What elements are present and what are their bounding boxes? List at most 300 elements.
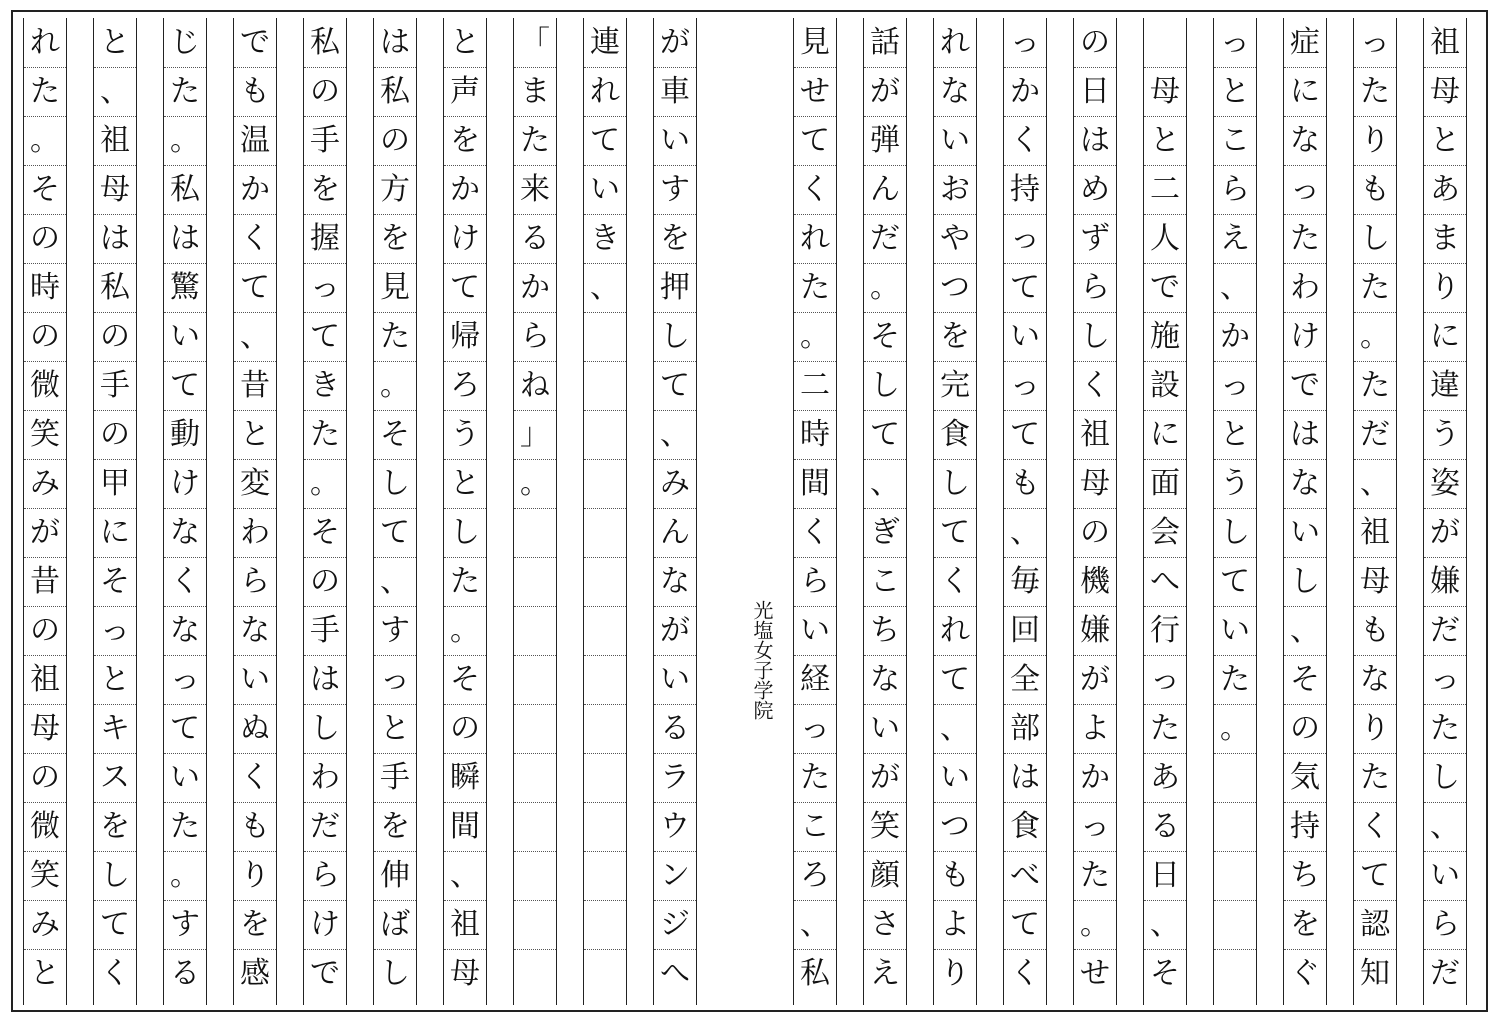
manuscript-cell: 車 (654, 67, 696, 116)
manuscript-cell: た (1354, 67, 1396, 116)
manuscript-cell: ら (234, 557, 276, 606)
manuscript-cell: い (1004, 312, 1046, 361)
manuscript-cell: ぎ (864, 508, 906, 557)
manuscript-cell: て (444, 263, 486, 312)
manuscript-cell: を (654, 214, 696, 263)
manuscript-cell: 間 (444, 802, 486, 851)
manuscript-cell (514, 655, 556, 704)
manuscript-cell: 祖 (444, 900, 486, 949)
manuscript-cell: 経 (794, 655, 836, 704)
manuscript-cell: と (24, 949, 66, 998)
manuscript-cell: を (94, 802, 136, 851)
manuscript-cell: ら (1214, 165, 1256, 214)
manuscript-cell: 、 (794, 900, 836, 949)
manuscript-cell: 認 (1354, 900, 1396, 949)
manuscript-cell (584, 753, 626, 802)
manuscript-cell: 部 (1004, 704, 1046, 753)
manuscript-cell: そ (374, 410, 416, 459)
manuscript-cell: つ (934, 263, 976, 312)
manuscript-cell (514, 949, 556, 998)
manuscript-cell: そ (24, 165, 66, 214)
manuscript-cell: と (100, 24, 130, 60)
manuscript-cell: ち (864, 606, 906, 655)
manuscript-cell: し (1354, 214, 1396, 263)
manuscript-cell: て (584, 116, 626, 165)
manuscript-cell: な (164, 508, 206, 557)
manuscript-cell: 声 (444, 67, 486, 116)
manuscript-cell: 。 (1214, 704, 1256, 753)
manuscript-column (583, 18, 627, 1005)
manuscript-cell: て (654, 361, 696, 410)
manuscript-cell: こ (864, 557, 906, 606)
manuscript-cell: ン (654, 851, 696, 900)
manuscript-cell: キ (94, 704, 136, 753)
manuscript-cell: に (1144, 410, 1186, 459)
manuscript-cell: 祖 (1074, 410, 1116, 459)
manuscript-cell: 姿 (1424, 459, 1466, 508)
manuscript-cell: 、 (1004, 508, 1046, 557)
manuscript-cell: い (584, 165, 626, 214)
manuscript-cell: も (934, 851, 976, 900)
manuscript-cell: 、 (374, 557, 416, 606)
manuscript-cell: し (304, 704, 346, 753)
manuscript-cell: と (374, 704, 416, 753)
manuscript-cell: 私 (164, 165, 206, 214)
manuscript-cell: だ (1354, 410, 1396, 459)
manuscript-cell: 完 (934, 361, 976, 410)
manuscript-cell: の (444, 704, 486, 753)
manuscript-cell: ウ (654, 802, 696, 851)
manuscript-cell: っ (1424, 655, 1466, 704)
manuscript-cell: た (1214, 655, 1256, 704)
manuscript-cell: 、 (94, 67, 136, 116)
manuscript-cell: 母 (1144, 67, 1186, 116)
manuscript-cell: 祖 (1354, 508, 1396, 557)
manuscript-cell: い (234, 655, 276, 704)
manuscript-cell: 母 (1424, 67, 1466, 116)
manuscript-cell: 、 (1354, 459, 1396, 508)
manuscript-cell: た (24, 67, 66, 116)
manuscript-cell: が (660, 24, 690, 60)
manuscript-cell: は (1074, 116, 1116, 165)
manuscript-cell (514, 753, 556, 802)
manuscript-cell: こ (1214, 116, 1256, 165)
manuscript-cell: な (234, 606, 276, 655)
manuscript-column (793, 18, 837, 1005)
manuscript-cell: だ (1424, 949, 1466, 998)
manuscript-cell (584, 410, 626, 459)
manuscript-cell: の (24, 606, 66, 655)
manuscript-cell: っ (794, 704, 836, 753)
manuscript-cell: て (304, 312, 346, 361)
manuscript-cell: そ (94, 557, 136, 606)
manuscript-cell: い (164, 753, 206, 802)
manuscript-column (303, 18, 347, 1005)
manuscript-cell: 温 (234, 116, 276, 165)
manuscript-cell: の (1074, 508, 1116, 557)
manuscript-cell: ち (1284, 851, 1326, 900)
manuscript-cell: た (514, 116, 556, 165)
manuscript-cell (514, 851, 556, 900)
manuscript-cell: な (864, 655, 906, 704)
manuscript-cell: 母 (24, 704, 66, 753)
manuscript-cell: く (794, 508, 836, 557)
manuscript-cell: ぬ (234, 704, 276, 753)
manuscript-cell: し (374, 949, 416, 998)
manuscript-cell: み (654, 459, 696, 508)
manuscript-cell: た (1354, 753, 1396, 802)
manuscript-cell (1214, 949, 1256, 998)
manuscript-cell: 押 (654, 263, 696, 312)
manuscript-cell: が (24, 508, 66, 557)
manuscript-cell: も (234, 802, 276, 851)
manuscript-cell: 顔 (864, 851, 906, 900)
manuscript-cell: 時 (794, 410, 836, 459)
manuscript-cell: く (234, 214, 276, 263)
manuscript-cell: 、 (234, 312, 276, 361)
manuscript-cell: ジ (654, 900, 696, 949)
manuscript-cell: す (374, 606, 416, 655)
manuscript-cell: っ (1144, 655, 1186, 704)
manuscript-cell: 時 (24, 263, 66, 312)
manuscript-cell (514, 557, 556, 606)
manuscript-cell: っ (1284, 165, 1326, 214)
manuscript-cell: 笑 (864, 802, 906, 851)
manuscript-cell: 伸 (374, 851, 416, 900)
manuscript-cell: た (374, 312, 416, 361)
manuscript-column (863, 18, 907, 1005)
manuscript-cell: い (654, 116, 696, 165)
manuscript-cell: 面 (1144, 459, 1186, 508)
manuscript-cell: 持 (1004, 165, 1046, 214)
manuscript-cell: 毎 (1004, 557, 1046, 606)
manuscript-cell: ら (1074, 263, 1116, 312)
manuscript-cell: っ (1074, 802, 1116, 851)
manuscript-cell: ま (1424, 214, 1466, 263)
manuscript-cell: の (1284, 704, 1326, 753)
manuscript-cell: て (234, 263, 276, 312)
manuscript-cell: く (1004, 116, 1046, 165)
manuscript-cell: り (1424, 263, 1466, 312)
manuscript-column (933, 18, 977, 1005)
manuscript-cell: な (1284, 116, 1326, 165)
manuscript-cell: べ (1004, 851, 1046, 900)
manuscript-cell: は (164, 214, 206, 263)
manuscript-cell: 持 (1284, 802, 1326, 851)
manuscript-cell: は (1004, 753, 1046, 802)
manuscript-cell: っ (304, 263, 346, 312)
manuscript-cell: 手 (304, 116, 346, 165)
manuscript-cell (1214, 900, 1256, 949)
manuscript-cell: く (1354, 802, 1396, 851)
manuscript-cell: よ (934, 900, 976, 949)
manuscript-cell: 瞬 (444, 753, 486, 802)
manuscript-cell: わ (1284, 263, 1326, 312)
manuscript-cell: き (584, 214, 626, 263)
manuscript-cell: そ (444, 655, 486, 704)
manuscript-cell: も (1354, 606, 1396, 655)
manuscript-cell: て (374, 508, 416, 557)
manuscript-cell: た (1354, 263, 1396, 312)
manuscript-cell: た (304, 410, 346, 459)
manuscript-cell: た (164, 802, 206, 851)
manuscript-cell: っ (1004, 214, 1046, 263)
manuscript-cell: 知 (1354, 949, 1396, 998)
manuscript-cell: 私 (374, 67, 416, 116)
manuscript-cell: な (654, 557, 696, 606)
manuscript-cell: だ (304, 802, 346, 851)
manuscript-cell: れ (934, 606, 976, 655)
manuscript-cell: 手 (304, 606, 346, 655)
manuscript-cell: 機 (1074, 557, 1116, 606)
manuscript-cell: あ (1144, 753, 1186, 802)
manuscript-cell: わ (234, 508, 276, 557)
manuscript-cell: て (934, 508, 976, 557)
manuscript-column (93, 18, 137, 1005)
manuscript-cell: 昔 (24, 557, 66, 606)
manuscript-cell: せ (794, 67, 836, 116)
manuscript-cell: よ (1074, 704, 1116, 753)
manuscript-cell: し (864, 361, 906, 410)
manuscript-column (1143, 18, 1187, 1005)
manuscript-cell: え (864, 949, 906, 998)
manuscript-cell: 。 (304, 459, 346, 508)
manuscript-cell: り (1354, 704, 1396, 753)
manuscript-cell: わ (304, 753, 346, 802)
manuscript-cell: て (1004, 900, 1046, 949)
manuscript-cell: 、 (934, 704, 976, 753)
manuscript-cell: を (374, 214, 416, 263)
manuscript-cell: 、 (1214, 263, 1256, 312)
manuscript-cell: ぐ (1284, 949, 1326, 998)
manuscript-cell: 連 (590, 24, 620, 60)
manuscript-cell: が (864, 67, 906, 116)
manuscript-cell: 帰 (444, 312, 486, 361)
manuscript-cell: て (864, 410, 906, 459)
manuscript-cell: を (934, 312, 976, 361)
manuscript-cell: い (934, 753, 976, 802)
manuscript-cell: っ (94, 606, 136, 655)
manuscript-cell: 甲 (94, 459, 136, 508)
manuscript-cell: と (444, 459, 486, 508)
manuscript-cell: が (1424, 508, 1466, 557)
manuscript-cell (584, 557, 626, 606)
manuscript-column (1353, 18, 1397, 1005)
manuscript-cell: う (1214, 459, 1256, 508)
manuscript-cell: 手 (374, 753, 416, 802)
manuscript-cell: ば (374, 900, 416, 949)
manuscript-cell: 驚 (164, 263, 206, 312)
manuscript-cell: い (164, 312, 206, 361)
manuscript-cell: て (1214, 557, 1256, 606)
manuscript-cell: や (934, 214, 976, 263)
manuscript-cell: し (1284, 557, 1326, 606)
manuscript-cell: 設 (1144, 361, 1186, 410)
manuscript-cell: な (1284, 459, 1326, 508)
manuscript-cell: せ (1074, 949, 1116, 998)
manuscript-cell: た (1144, 704, 1186, 753)
manuscript-cell: 見 (374, 263, 416, 312)
manuscript-column (233, 18, 277, 1005)
manuscript-cell: の (94, 312, 136, 361)
manuscript-cell: っ (164, 655, 206, 704)
manuscript-cell: な (164, 606, 206, 655)
manuscript-cell (1214, 753, 1256, 802)
manuscript-cell: だ (1424, 606, 1466, 655)
manuscript-cell: ろ (794, 851, 836, 900)
manuscript-cell: 。 (374, 361, 416, 410)
manuscript-cell: 微 (24, 361, 66, 410)
manuscript-cell: 母 (444, 949, 486, 998)
manuscript-cell: の (374, 116, 416, 165)
manuscript-cell: が (1074, 655, 1116, 704)
manuscript-cell: っ (1010, 24, 1040, 60)
manuscript-cell: こ (794, 802, 836, 851)
manuscript-cell: の (304, 67, 346, 116)
manuscript-cell: 嫌 (1074, 606, 1116, 655)
manuscript-cell: と (450, 24, 480, 60)
manuscript-cell: ス (94, 753, 136, 802)
manuscript-cell: 昔 (234, 361, 276, 410)
manuscript-cell: は (94, 214, 136, 263)
manuscript-cell: ん (654, 508, 696, 557)
manuscript-cell: く (234, 753, 276, 802)
manuscript-cell: が (864, 753, 906, 802)
manuscript-cell: た (794, 263, 836, 312)
manuscript-cell: 間 (794, 459, 836, 508)
manuscript-cell: れ (794, 214, 836, 263)
manuscript-cell: く (1004, 949, 1046, 998)
manuscript-cell: 私 (94, 263, 136, 312)
manuscript-cell: ん (864, 165, 906, 214)
manuscript-cell: 、 (444, 851, 486, 900)
manuscript-cell: さ (864, 900, 906, 949)
manuscript-cell: 違 (1424, 361, 1466, 410)
manuscript-cell: お (934, 165, 976, 214)
manuscript-column (1073, 18, 1117, 1005)
manuscript-cell (514, 508, 556, 557)
manuscript-cell: に (94, 508, 136, 557)
manuscript-cell: し (374, 459, 416, 508)
manuscript-cell: 笑 (24, 410, 66, 459)
manuscript-cell: っ (374, 655, 416, 704)
manuscript-cell: だ (864, 214, 906, 263)
manuscript-cell: 気 (1284, 753, 1326, 802)
manuscript-cell: る (164, 949, 206, 998)
manuscript-cell: を (1284, 900, 1326, 949)
manuscript-cell: そ (864, 312, 906, 361)
manuscript-cell: 、 (584, 263, 626, 312)
manuscript-cell: た (1284, 214, 1326, 263)
manuscript-cell: と (234, 410, 276, 459)
manuscript-cell: 行 (1144, 606, 1186, 655)
manuscript-cell: 。 (794, 312, 836, 361)
manuscript-cell: っ (1220, 24, 1250, 60)
manuscript-cell: 食 (1004, 802, 1046, 851)
manuscript-cell: た (444, 557, 486, 606)
manuscript-cell: 症 (1290, 24, 1320, 60)
manuscript-cell (584, 606, 626, 655)
manuscript-cell: 私 (794, 949, 836, 998)
manuscript-cell: ず (1074, 214, 1116, 263)
manuscript-cell: 。 (24, 116, 66, 165)
manuscript-cell (584, 312, 626, 361)
manuscript-cell: 、 (654, 410, 696, 459)
manuscript-cell: 」 (514, 410, 556, 459)
manuscript-cell: 。 (1354, 312, 1396, 361)
manuscript-cell: な (1354, 655, 1396, 704)
manuscript-cell (1214, 851, 1256, 900)
manuscript-cell: の (1080, 24, 1110, 60)
manuscript-cell: じ (170, 24, 200, 60)
manuscript-cell: 祖 (94, 116, 136, 165)
manuscript-cell (584, 459, 626, 508)
manuscript-cell: か (234, 165, 276, 214)
manuscript-cell: に (1284, 67, 1326, 116)
manuscript-cell: へ (654, 949, 696, 998)
manuscript-cell: え (1214, 214, 1256, 263)
manuscript-cell: し (654, 312, 696, 361)
manuscript-cell: て (164, 361, 206, 410)
manuscript-cell: 。 (444, 606, 486, 655)
manuscript-cell: た (794, 753, 836, 802)
manuscript-cell: 母 (94, 165, 136, 214)
manuscript-cell: る (514, 214, 556, 263)
manuscript-cell: み (24, 459, 66, 508)
manuscript-cell: 、 (1424, 802, 1466, 851)
manuscript-cell: ま (514, 67, 556, 116)
manuscript-cell: を (234, 900, 276, 949)
manuscript-cell (514, 704, 556, 753)
manuscript-cell: き (304, 361, 346, 410)
manuscript-column (1213, 18, 1257, 1005)
manuscript-cell: し (1214, 508, 1256, 557)
manuscript-cell: は (304, 655, 346, 704)
manuscript-cell: 。 (164, 116, 206, 165)
manuscript-cell: 。 (1074, 900, 1116, 949)
manuscript-cell (584, 802, 626, 851)
manuscript-cell: ね (514, 361, 556, 410)
manuscript-cell: う (1424, 410, 1466, 459)
manuscript-cell: か (444, 165, 486, 214)
manuscript-column (1003, 18, 1047, 1005)
manuscript-cell (584, 900, 626, 949)
manuscript-cell: た (164, 67, 206, 116)
manuscript-cell: 笑 (24, 851, 66, 900)
manuscript-cell: は (1284, 410, 1326, 459)
manuscript-cell: ら (514, 312, 556, 361)
manuscript-cell: い (1284, 508, 1326, 557)
manuscript-cell: て (1354, 851, 1396, 900)
manuscript-cell: 回 (1004, 606, 1046, 655)
manuscript-cell: 嫌 (1424, 557, 1466, 606)
manuscript-cell: て (934, 655, 976, 704)
manuscript-cell (584, 361, 626, 410)
manuscript-cell (584, 508, 626, 557)
manuscript-cell: め (1074, 165, 1116, 214)
manuscript-cell: ラ (654, 753, 696, 802)
manuscript-cell: と (94, 655, 136, 704)
manuscript-cell: れ (940, 24, 970, 60)
manuscript-cell: は (380, 24, 410, 60)
manuscript-cell (584, 851, 626, 900)
manuscript-cell: う (444, 410, 486, 459)
manuscript-cell: 感 (234, 949, 276, 998)
manuscript-cell: 弾 (864, 116, 906, 165)
manuscript-cell: す (164, 900, 206, 949)
manuscript-cell: が (654, 606, 696, 655)
manuscript-cell: で (304, 949, 346, 998)
